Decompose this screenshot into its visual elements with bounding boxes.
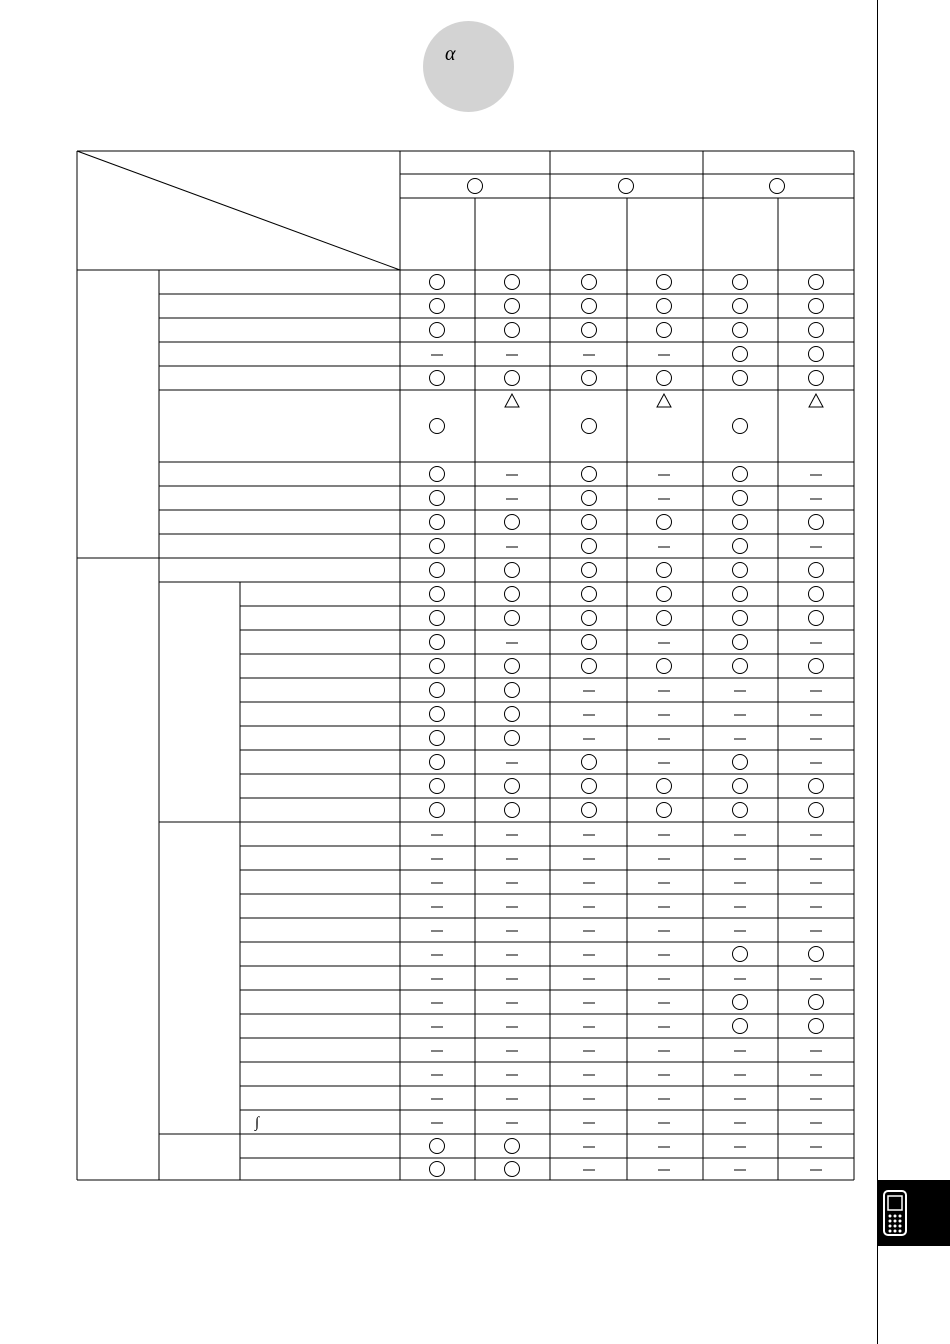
circle-mark [430,659,445,674]
circle-mark [505,299,520,314]
circle-mark [430,515,445,530]
circle-mark [582,275,597,290]
circle-mark [430,707,445,722]
circle-mark [505,803,520,818]
circle-mark [430,1162,445,1177]
circle-mark [582,659,597,674]
circle-mark [430,563,445,578]
circle-mark [657,515,672,530]
circle-mark [809,371,824,386]
circle-mark [733,299,748,314]
circle-mark [430,323,445,338]
circle-mark [733,1019,748,1034]
circle-mark [505,563,520,578]
circle-mark [657,299,672,314]
circle-mark [809,779,824,794]
circle-mark [582,323,597,338]
circle-mark [430,491,445,506]
circle-mark [430,299,445,314]
circle-mark [733,371,748,386]
circle-mark [505,611,520,626]
circle-mark [582,491,597,506]
circle-mark [809,515,824,530]
circle-mark [430,467,445,482]
circle-mark [582,467,597,482]
circle-mark [733,659,748,674]
circle-mark [582,611,597,626]
circle-mark [733,635,748,650]
header-circle-mark [770,179,785,194]
circle-mark [733,611,748,626]
circle-mark [430,587,445,602]
circle-mark [809,611,824,626]
header-circle-mark [619,179,634,194]
circle-mark [809,275,824,290]
circle-mark [733,467,748,482]
circle-mark [505,371,520,386]
circle-mark [657,611,672,626]
circle-mark [430,683,445,698]
circle-mark [582,563,597,578]
circle-mark [505,275,520,290]
circle-mark [582,419,597,434]
circle-mark [733,515,748,530]
circle-mark [582,371,597,386]
circle-mark [582,755,597,770]
circle-mark [733,419,748,434]
circle-mark [657,371,672,386]
circle-mark [733,587,748,602]
circle-mark [809,299,824,314]
circle-mark [809,1019,824,1034]
circle-mark [430,1139,445,1154]
circle-mark [582,803,597,818]
circle-mark [809,947,824,962]
circle-mark [809,323,824,338]
circle-mark [733,779,748,794]
circle-mark [809,563,824,578]
circle-mark [733,947,748,962]
row-label: ∫ [255,1115,260,1131]
alpha-letter: α [445,43,456,65]
side-tab [878,1180,950,1246]
circle-mark [582,515,597,530]
circle-mark [505,659,520,674]
header-diagonal [77,151,400,270]
circle-mark [657,587,672,602]
circle-mark [733,491,748,506]
circle-mark [733,995,748,1010]
circle-mark [657,779,672,794]
circle-mark [430,275,445,290]
circle-mark [430,371,445,386]
circle-mark [733,323,748,338]
circle-mark [505,587,520,602]
circle-mark [809,659,824,674]
circle-mark [505,707,520,722]
circle-mark [733,347,748,362]
circle-mark [505,323,520,338]
calculator-icon [882,1189,916,1237]
triangle-mark [657,394,671,407]
circle-mark [809,587,824,602]
circle-mark [733,539,748,554]
circle-mark [733,755,748,770]
circle-mark [430,611,445,626]
circle-mark [809,803,824,818]
circle-mark [733,803,748,818]
triangle-mark [809,394,823,407]
circle-mark [582,779,597,794]
circle-mark [505,1162,520,1177]
circle-mark [657,659,672,674]
circle-mark [582,539,597,554]
circle-mark [430,731,445,746]
circle-mark [657,275,672,290]
circle-mark [733,275,748,290]
circle-mark [582,635,597,650]
circle-mark [657,563,672,578]
circle-mark [505,683,520,698]
circle-mark [809,995,824,1010]
triangle-mark [505,394,519,407]
circle-mark [809,347,824,362]
circle-mark [430,419,445,434]
circle-mark [505,731,520,746]
circle-mark [582,299,597,314]
circle-mark [505,779,520,794]
circle-mark [582,587,597,602]
circle-mark [733,563,748,578]
header-circle-mark [468,179,483,194]
circle-mark [505,1139,520,1154]
circle-mark [657,803,672,818]
circle-mark [430,803,445,818]
circle-mark [430,635,445,650]
circle-mark [430,779,445,794]
circle-mark [430,539,445,554]
circle-mark [657,323,672,338]
circle-mark [505,515,520,530]
circle-mark [430,755,445,770]
